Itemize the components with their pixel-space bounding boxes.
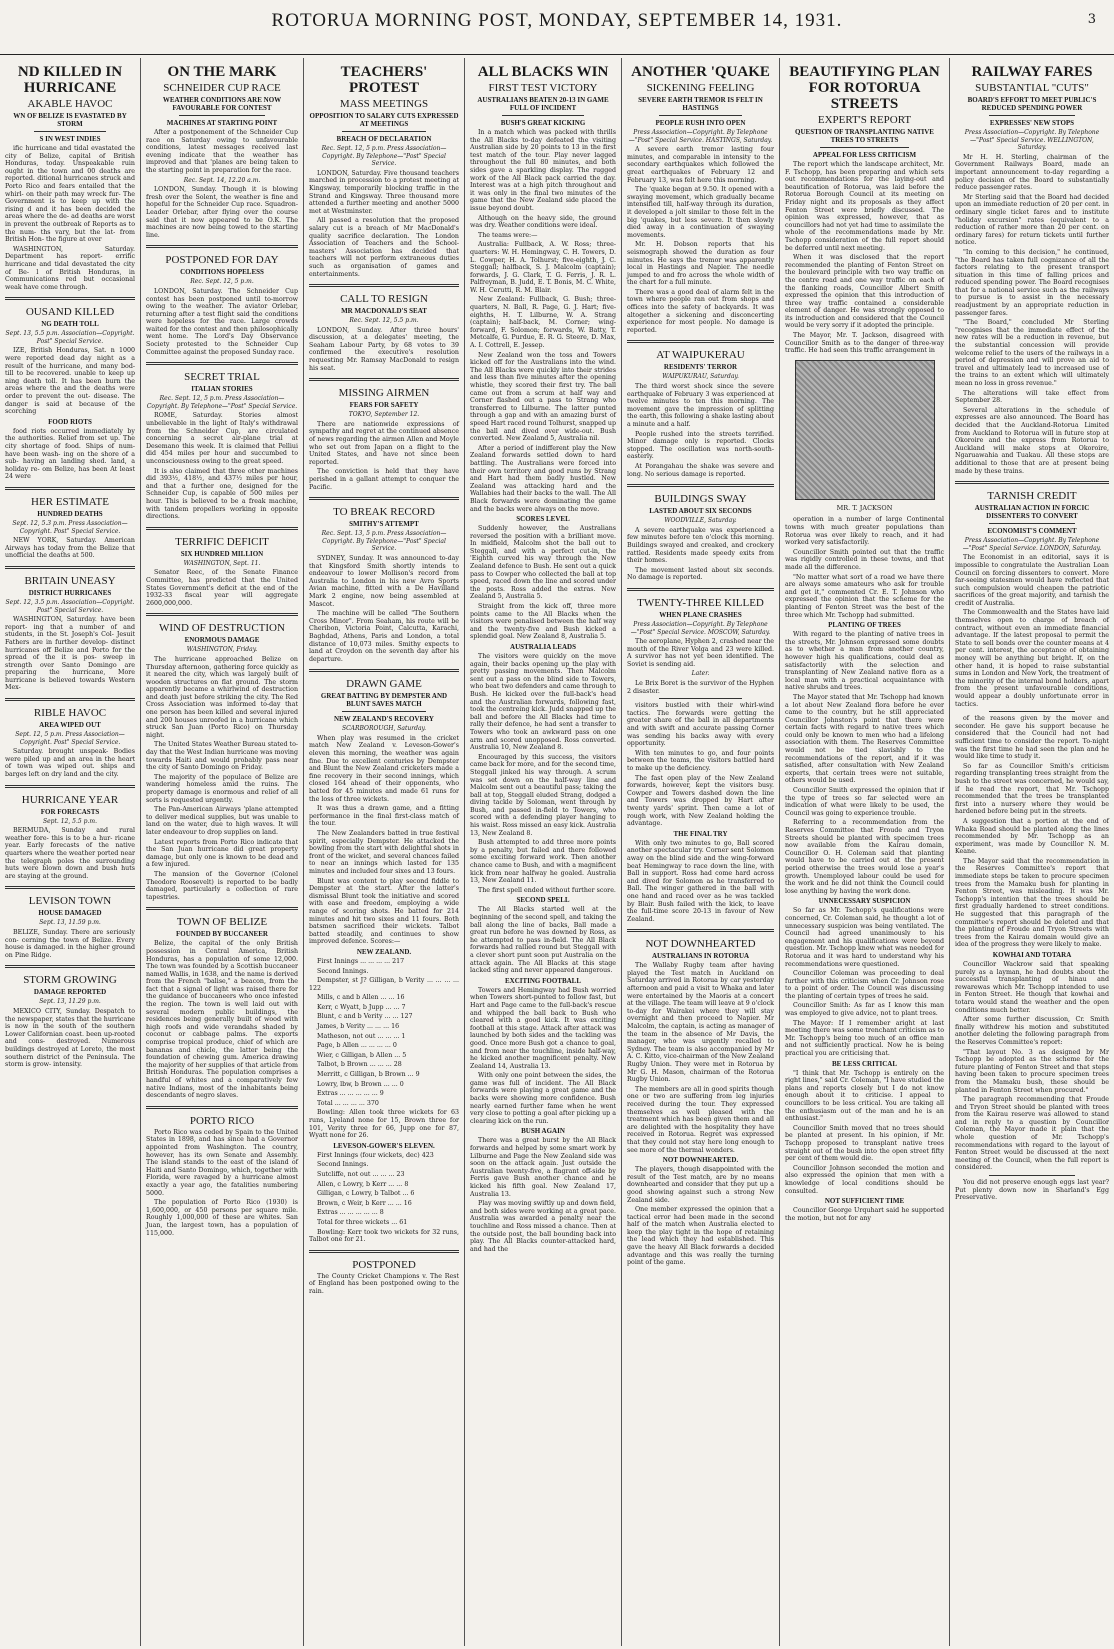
dateline: Press Association—Copyright. By Telephone—"Post" Special Service. MOSCOW, Saturday. bbox=[630, 620, 771, 636]
paragraph: The members are all in good spirits though one or two are suffering from leg injuries received during the tour. They expressed themselves as well pleased with the treatment which has been given them and all are delighted with the hospitality they have received in Rotorua. Regret was expressed that they could not stay here long enough to see more of the thermal wonders. bbox=[627, 1085, 774, 1154]
paragraph: Allen, c Lowry, b Kerr ... ... 8 bbox=[317, 1180, 409, 1188]
article-separator bbox=[146, 527, 298, 530]
paragraph: Although on the heavy side, the ground was dry. Weather conditions were ideal. bbox=[470, 214, 616, 230]
subheadline: POSTPONED bbox=[352, 1258, 416, 1271]
headline: ND KILLED IN HURRICANE bbox=[17, 64, 123, 96]
paragraph: Brown, c Weir, b Kerr ... ... 16 bbox=[317, 1199, 412, 1207]
article-separator bbox=[5, 965, 135, 968]
paragraph: With regard to the planting of native trees in the streets, Mr. Johnson expressed some doubts as to whether a man from another country, however high his qualifications, could deal as satisfactorily with the selection and transplanting of New Zealand native flora as a local man with a practical acquaintance with native shrubs and trees. bbox=[785, 631, 944, 692]
paragraph: Le Brix Boret is the survivor of the Hyphen 2 disaster. bbox=[627, 680, 774, 695]
article-separator bbox=[309, 284, 459, 287]
paragraph: Councillor Smith: As far as I know this man was employed to give advice, not to plant trees. bbox=[785, 1002, 944, 1018]
paragraph: When it was disclosed that the report recommended the planting of Fenton Street on the boulevard principle with two way traffic on the centre road and one way traffic on each of the flanking roads, Councillor Albert Smith expressed the opinion that this introduction of three way traffic contained a considerable element of danger. He was strongly opposed to its introduction and considered that the Council would be very sorry if it adopted the principle. bbox=[785, 254, 944, 330]
paragraph: The 'quake began at 9.50. It opened with a swaying movement, which gradually became intensified till, half-way through its duration, it developed a jolt similar to those felt in the big 'quakes, but less severe. It then slowly died away in a continuation of swaying movements. bbox=[627, 186, 774, 239]
section-heading: BOARD'S EFFORT TO MEET PUBLIC'S REDUCED SPENDING POWER bbox=[967, 96, 1097, 112]
paragraph: The players, though disappointed with the result of the Test match, are by no means downhearted and consider that they put up a good showing against such a strong New Zealand side. bbox=[627, 1166, 774, 1204]
article-separator bbox=[627, 588, 774, 591]
section-heading: DAMAGE REPORTED bbox=[33, 988, 107, 997]
paragraph: Bush attempted to add three more points by a penalty, but failed and there followed some exciting forward work. Then another chance came to Bush, and with a magnificent kick from near halfway he goaled. Australia 13, New Zealand 11. bbox=[470, 839, 616, 885]
paragraph: Towers and Hemingway had Bush worried when Towers short-punted to follow fast, but Hart and Page came to the full-back's rescue and whipped the ball back to Bush who cleared with a good kick. It was exciting football at this stage. Attack after attack was launched by both sides and the tackling was good. Once more Bush got a chance to goal, and from near the touchline, inside half-way, he kicked another magnificent penalty. New Zealand 14, Australia 13. bbox=[470, 986, 616, 1070]
article-separator bbox=[146, 362, 298, 365]
column-5 bbox=[621, 58, 779, 1646]
paragraph: Total ... ... ... ... 370 bbox=[317, 1099, 379, 1107]
paragraph: Councillor George Urquhart said he supported the motion, but not for any bbox=[785, 1207, 944, 1222]
subheadline: BUILDINGS SWAY bbox=[654, 493, 747, 506]
portrait-photo bbox=[795, 360, 935, 500]
paragraph: Extras ... ... ... ... ... 9 bbox=[317, 1090, 384, 1098]
paragraph: The third worst shock since the severe earthquake of February 3 was experienced at twelve minutes to ten this morning. The movement gave the impression of splitting the earth, this following a shake lasting about a minute and a half. bbox=[627, 383, 774, 428]
headline: ON THE MARK bbox=[167, 64, 277, 80]
divider bbox=[989, 1175, 1075, 1176]
paragraph: Saturday. brought unspeak- Bodies were piled up and an area in the heart of town was wiped out. ships and barges left on dry land and the city. bbox=[5, 748, 135, 779]
dateline: Press Association—Copyright. By Telephone—"Post" Special Service. LONDON, Saturday. bbox=[962, 537, 1102, 552]
paragraph: First Innings ... ... ... ... 217 bbox=[317, 957, 405, 965]
page-number: 3 bbox=[1087, 12, 1096, 27]
paragraph: It was thus a drawn game, and a fitting performance in the final first-class match of the tour. bbox=[309, 805, 459, 828]
headline: RAILWAY FARES bbox=[971, 64, 1093, 80]
paragraph: "That layout No. 3 as designed by Mr Tschopp be adopted as the scheme for the future planting of Fenton Street and that steps having been taken to procure specimen trees from the Mamaku bush, these should be planted in Fenton Street when procured." bbox=[955, 1048, 1109, 1094]
section-heading: AUSTRALIA LEADS bbox=[510, 643, 576, 651]
section-heading: EXCITING FOOTBALL bbox=[504, 976, 582, 985]
paragraph: "In coming to this decision," he continued, "the Board has taken full cognizance of all the factors relating to the present transport situation in this time of falling prices and reduced spending power. The Board recognises that for a national service such as the railways to pursue is to assist in the necessary readjustment by an appropriate reduction in passenger fares. bbox=[955, 248, 1109, 317]
paragraph: First Innings (four wickets, dec) 423 bbox=[317, 1151, 434, 1159]
section-heading: LEVESON-GOWER'S ELEVEN. bbox=[333, 1141, 435, 1150]
paragraph: The Commonwealth and the States have laid themselves open to charge of breach of contract, without even an immediate financial advantage. If the latest proposal to permit the State to sell bonds over the counter means at 4 per cent. interest, the acceptance of obtaining money will be anything but bright. If, on the other hand, it is hoped to raise substantial sums in London and New York, the treatment of the minority of the internal bond holders, apart from the present unfavourable conditions, would appear a doubly unfortunate error in tactics. bbox=[955, 609, 1109, 708]
paragraph: Merritt, c Gilligan, b Brown ... 9 bbox=[317, 1071, 420, 1079]
paragraph: "I think that Mr. Tschopp is entirely on the right lines," said Cr. Coleman, "I have studied the plans and reports closely but I do not know enough about it to criticise. I appeal to councillors to be less critical. You are taking all the enthusiasm out of the man and he is an enthusiast." bbox=[785, 1069, 944, 1123]
paragraph: With only one point between the sides, the game was full of incident. The All Black forwards were playing a great game and the backs were showing more confidence. Bush nearly earned further fame when he went very close to potting a goal after picking up a clearing kick on the run. bbox=[470, 1072, 616, 1125]
paragraph: Straight from the kick off, three more points came to the All Blacks when the visitors were penalised between the half way and the twenty-five and Bush kicked a splendid goal. New Zealand 8, Australia 5. bbox=[470, 603, 616, 641]
paragraph: The majority of the populace of Belize are wandering homeless amid the ruins. The property damage is enormous and relief of all sorts is requested urgently. bbox=[146, 773, 298, 804]
article-separator bbox=[146, 907, 298, 910]
section-heading: BE LESS CRITICAL bbox=[832, 1059, 897, 1068]
paragraph: Councillor Smith pointed out that the traffic was rigidly controlled in these towns, and that made all the difference. bbox=[785, 548, 944, 571]
paragraph: visitors bustled with their whirl-wind tactics. The forwards were getting the greater share of the ball in all departments and with swift and accurate passing Corner was sending his backs away with every opportunity. bbox=[627, 702, 774, 748]
divider bbox=[659, 698, 741, 699]
paragraph: Second Innings. bbox=[317, 967, 369, 975]
headline: ALL BLACKS WIN bbox=[477, 64, 609, 80]
dateline: Sept. 12, 5.5 p.m. bbox=[43, 817, 97, 825]
dateline: Rec. Sept. 14, 12.20 a.m. bbox=[183, 176, 261, 184]
divider bbox=[179, 115, 264, 116]
paragraph: Page, b Allen ... ... ... ... 0 bbox=[317, 1042, 397, 1050]
article-separator bbox=[309, 669, 459, 672]
dateline: Rec. Sept. 12, 5.5 p.m. bbox=[349, 317, 419, 325]
subheadline: LEVISON TOWN bbox=[28, 895, 112, 908]
article-separator bbox=[309, 497, 459, 500]
paragraph: Talbot, b Brown ... ... ... 28 bbox=[317, 1061, 402, 1069]
section-heading: NEW ZEALAND. bbox=[356, 947, 412, 956]
section-heading: AREA WIPED OUT bbox=[39, 721, 101, 730]
paragraph: Kerr, c Wyatt, b Jupp ... ... 7 bbox=[317, 1003, 406, 1011]
section-heading: WEATHER CONDITIONS ARE NOW FAVOURABLE FOR CONTEST bbox=[162, 96, 282, 112]
dateline: Sept. 12, 5 p.m. Press Association—Copyright. Post" Special Service. bbox=[15, 731, 125, 746]
paragraph: Several alterations in the schedule of expresses are also announced. The Board has decided that the Auckland-Rotorua Limited from Auckland to Rotorua will in future stop at Okoroire and the express from Rotorua to Auckland will make stops at Okoroire, Ngaruawahia and Tuakau. All these stops are additional to those that are at present being made by these trains. bbox=[955, 406, 1109, 475]
section-heading: AUSTRALIANS IN ROTORUA bbox=[651, 952, 750, 961]
subheadline: AKABLE HAVOC bbox=[27, 98, 113, 110]
paragraph: Lowry, lbw, b Brown ... ... 0 bbox=[317, 1080, 404, 1088]
paragraph: MEXICO CITY, Sunday. Despatch to the newspaper, states that the hurricane is now in the south of the southern Lower Californian coast. been up-rooted and cons- destroyed. Numerous buildings destroyed at Loreto, the most southern district of the Peninsula. The storm is grow- intensity. bbox=[5, 1007, 135, 1069]
dateline: WASHINGTON, Sept. 11. bbox=[183, 559, 261, 567]
subheadline: TO BREAK RECORD bbox=[333, 506, 435, 519]
paragraph: WASHINGTON, Saturday. have been report- ing that a number of and students, in the St. Joseph's Col- Jesuit Fathers are in further develop- distinct hurricanes off Belize and Porto for the spread of the it is pos- sweep in strength over Santo Domingo are preparing the hurricane, More hurricane is believed towards Western Mex- bbox=[5, 616, 135, 692]
paragraph: Porto Rico was ceded by Spain to the United States in 1898, and has since had a Governor appointed from Washington. The country, however, has its own Senate and Assembly. The island stands to the east of the island of Haiti and Santo Domingo, which, together with Florida, were ravaged by a hurricane almost exactly a year ago, the fatalities numbering 5000. bbox=[146, 1128, 298, 1197]
subheadline: POSTPONED FOR DAY bbox=[165, 254, 279, 267]
section-heading: PEOPLE RUSH INTO OPEN bbox=[655, 119, 746, 127]
paragraph: LONDON, Saturday. The Schneider Cup contest has been postponed until to-morrow owing to the weather. The aviator Orlebar, returning after a test flight said the conditions were hopeless for the race. Large crowds waited for the contest and then philosophically went home. The Lord's Day Observance Society protested to the Schneider Cup Committee against the proposed Sunday race. bbox=[146, 287, 298, 356]
section-heading: NOT SUFFICIENT TIME bbox=[824, 1197, 905, 1206]
section-heading: EXPRESSES' NEW STOPS bbox=[989, 119, 1075, 127]
paragraph: The All Blacks started well at the beginning of the second spell, and taking the ball along the line of backs, Ball made a great run before he was downed by Ross, as he attempted to pass in-field. The All Black forwards had rallied round but Steggall with a clever short punt soon put Australia on the attack again. The All Blacks at this stage lacked sting and never appeared dangerous. bbox=[470, 906, 616, 975]
paragraph: With only two minutes to go, Ball scored another spectacular try. Corner sent Solomon away on the blind side and the wing-forward beat Hemingway to race down the line, with Ball in support. Ross had come hard across and dived for Solomon as he transferred to Ball. The winger gathered in the ball with one hand and raced over as he was tackled by Blair. Bush failed with the kick, to leave the full-time score 20-13 in favour of New Zealand. bbox=[627, 839, 774, 923]
subheadline: STORM GROWING bbox=[23, 974, 117, 987]
paragraph: Wier, c Gilligan, b Allen ... 5 bbox=[317, 1051, 407, 1059]
paragraph: The aeroplane, Hyphen 2, crashed near the mouth of the River Volga and 23 were killed. A survivor has not yet been identified. The Soviet is sending aid. bbox=[627, 638, 774, 668]
paragraph: At Porangahau the shake was severe and long. No serious damage is reported. bbox=[627, 462, 774, 478]
section-heading: GREAT BATTING BY DEMPSTER AND BLUNT SAVES MATCH bbox=[320, 692, 448, 709]
section-heading: OPPOSITION TO SALARY CUTS EXPRESSED AT MEETINGS bbox=[309, 112, 459, 128]
divider bbox=[989, 115, 1075, 116]
article-separator bbox=[146, 245, 298, 248]
paragraph: All passed a resolution that the proposed salary cut is a breach of Mr MacDonald's quality sacrifice declaration. The London Association of Teachers and the School-masters' Association has decided that teachers will not perform extraneous duties such as organisation of games and entertainments. bbox=[309, 217, 459, 278]
subheadline: DRAWN GAME bbox=[346, 678, 422, 691]
dateline: Rec. Sept. 12, 5 p.m. Press Association—Copyright. By Telephone—"Post" Special Service. bbox=[321, 145, 447, 168]
paragraph: Extras ... ... ... ... ... 8 bbox=[317, 1209, 384, 1217]
paragraph: ROME, Saturday. Stories almost unbelievable in the light of Italy's withdrawal from the Schneider Cup, are circulated concerning a secret air-plane trial at Desemano this week. It is claimed that Pelliui did 454 miles per hour and succumbed to unconsciousness owing to the great speed. bbox=[146, 412, 298, 465]
section-heading: SEVERE EARTH TREMOR IS FELT IN HASTINGS bbox=[638, 96, 763, 112]
paragraph: There are nationwide expressions of sympathy and regret at the continued absence of news regarding the airmen Allen and Moyle who set out from Japan on a flight to the United States, and have not since been reported. bbox=[309, 420, 459, 466]
subheadline: EXPERT'S REPORT bbox=[817, 114, 912, 126]
paragraph: NEW YORK, Saturday. American Airways has today from the Belize that unofficial the deaths at 500. bbox=[5, 537, 135, 560]
divider bbox=[34, 131, 107, 132]
section-heading: NEW ZEALAND'S RECOVERY bbox=[334, 715, 434, 724]
section-heading: QUESTION OF TRANSPLANTING NATIVE TREES TO STREETS bbox=[795, 128, 934, 144]
paragraph: of the reasons given by the mover and seconder. He gave his support because he considered that the Council had not had sufficient time to consider the report. To-night was the first time he had seen the plan and he would like time to study it. bbox=[955, 715, 1109, 761]
subheadline: TWENTY-THREE KILLED bbox=[637, 596, 764, 609]
column-4 bbox=[464, 58, 621, 1646]
subheadline: SECRET TRIAL bbox=[184, 371, 260, 384]
paragraph: BELIZE, Sunday. There are seriously con- cerning the town of Belize. Every house is damaged. in the higher ground on Pine Ridge. bbox=[5, 928, 135, 959]
paragraph: Second Innings. bbox=[317, 1161, 369, 1169]
paragraph: Gilligan, c Lowry, b Talbot ... 6 bbox=[317, 1190, 415, 1198]
paragraph: Blunt was content to play second fiddle to Dempster at the start. After the latter's dismissal Blunt took the initiative and scored with ease and freedom, employing a wide range of scoring shots. He batted for 214 minutes and hit two sixes and 11 fours. Both batsmen sacrificed their wickets. Talbot batted steadily, and continues to show improved defence. Scores:— bbox=[309, 877, 459, 946]
paragraph: LONDON, Sunday. Though it is blowing fresh over the Solent, the weather is fine and hopeful for the Schneider Cup race. Squadron-Leader Orlebar, after flying over the course said that it now appeared to be O.K. The machines are now being towed to the starting line. bbox=[146, 186, 298, 239]
paragraph: Belize, the capital of the only British possession in Central America, British Honduras, has a population of some 12,000. The town was founded by a Scottish buccaneer named Wallis, in 1638, and the name is derived from the French "balise," a beacon, from the fact that a signal of light was raised there for the guidance of buccaneers who once infested the region. The town is well laid out with several modern public buildings, the residences being generally built of wood with high roofs and wide verandahs shaded by coconut or cabbage palms. The exports comprise tropical produce, chief of which are bananas and chicle, the latter being the foundation of chewing gum. America drawing the majority of her supplies of that article from British Honduras. The population comprises a handful of whites and a comparatively few native Indians, most of the inhabitants being descendants of negro slaves. bbox=[146, 940, 298, 1100]
section-heading: SIX HUNDRED MILLION bbox=[180, 549, 264, 558]
paragraph: Bowling: Allen took three wickets for 63 runs, Lyeland none for 15, Brown three for 101, Verity three for 66, Jupp one for 87, Wyatt none for 26. bbox=[309, 1109, 459, 1140]
dateline: Rec. Sept. 13, 5 p.m. Press Association—Copyright. By Telephone—"Post" Special Service. bbox=[321, 530, 447, 553]
section-heading: HUNDRED DEATHS bbox=[37, 509, 103, 518]
paragraph: The New Zealanders batted in true festival spirit, especially Dempster. He attacked the bowling from the start with delightful shots in front of the wicket, and several chances failed to near an innings which lasted for 135 minutes and included four sixes and 13 fours. bbox=[309, 830, 459, 875]
dateline: WASHINGTON, Friday. bbox=[186, 646, 258, 654]
section-heading: SCORES LEVEL bbox=[516, 515, 570, 524]
subheadline: HURRICANE YEAR bbox=[21, 793, 119, 806]
dateline: WOODVILLE, Saturday. bbox=[664, 517, 737, 525]
masthead bbox=[0, 0, 1114, 55]
section-heading: KOWHAI AND TOTARA bbox=[992, 951, 1072, 959]
paragraph: SYDNEY, Sunday. It was announced to-day that Kingsford Smith shortly intends to endeavour to lower Mollison's record from Australia to London in his new Avro Sports Avian machine, fitted with a De Havilland Mark 2 engine, now being assembled at Mascot. bbox=[309, 554, 459, 608]
section-heading: SECOND SPELL bbox=[516, 896, 570, 905]
divider bbox=[820, 147, 909, 148]
paragraph: LONDON, Sunday. After three hours' discussion, at a delegates' meeting, the Seaham Labour Party, by 68 votes to 39 confirmed the executive's resolution requesting Mr. Ramsay MacDonald to resign his seat. bbox=[309, 326, 459, 372]
article-separator bbox=[5, 566, 135, 569]
paragraph: When play was resumed in the cricket match New Zealand v. Leveson-Gower's eleven this morning, the weather was again fine. Due to excellent centuries by Dempster and Blunt the New Zealand cricketers made a fine recovery in their second innings, which closed 164 ahead of their opponents, who batted for 45 minutes and made 61 runs for the loss of three wickets. bbox=[309, 734, 459, 803]
divider bbox=[989, 711, 1075, 712]
paragraph: Blunt, c and b Verity ... ... 127 bbox=[317, 1013, 413, 1021]
paragraph: The Mayor said that the recommendation in the Reserves Committee's report that immediate steps be taken to procure specimen trees from the Mamaku bush for planting in Fenton Street, was misleading. It was Mr. Tschopp's intention that the trees should be first gradually hardened to street conditions. He suggested that this paragraph of the committee's report should be deleted and that the planting of Froude and Tryon Streets with trees from the Kairau domain would give an idea of the progress they were likely to make. bbox=[955, 857, 1109, 949]
paragraph: Councillor Smith moved that no trees should be planted at present. In his opinion, if Mr. Tschopp proposed to transplant native trees straight out of the bush into the open street fifty per cent of them would die. bbox=[785, 1124, 944, 1163]
paragraph: The population of Porto Rico (1930) is 1,600,000, or 450 persons per square mile. Roughly 1,000,000 of these are whites. San Juan, the largest town, has a population of 115,000. bbox=[146, 1199, 298, 1237]
subheadline: TOWN OF BELIZE bbox=[176, 916, 268, 929]
divider bbox=[502, 115, 584, 116]
paragraph: The United States Weather Bureau stated to-day that the West Indian hurricane was moving towards Haiti and would probably pass near the city of Santo Domingo on Friday. bbox=[146, 741, 298, 772]
paragraph: "The Board," concluded Mr Sterling "recognises that the immediate effect of the new rates will be a reduction in revenue, but the substantial concession will provide welcome relief to the users of the railways in a period of depression and will prove an aid to travel and ultimately lead to increased use of the trains to an extent which will ultimately mean no loss in gross revenue." bbox=[955, 319, 1109, 387]
section-heading: S IN WEST INDIES bbox=[39, 135, 101, 143]
paragraph: A suggestion that a portion at the end of Whaka Road should be planted along the lines recommended by Mr. Tschopp as an experiment, was made by Councillor N. M. Keane. bbox=[955, 817, 1109, 856]
column-6 bbox=[779, 58, 949, 1646]
paragraph: operation in a number of large Continental towns with much greater populations than Rotorua was ever likely to reach, and it had worked very satisfactorily. bbox=[785, 516, 944, 547]
section-heading: LASTED ABOUT SIX SECONDS bbox=[649, 507, 752, 516]
article-separator bbox=[955, 481, 1109, 484]
section-heading: APPEAL FOR LESS CRITICISM bbox=[812, 151, 917, 159]
paragraph: Encouraged by this success, the visitors came back for more, and for the second time, Steggall jinked his way through. A scrum was set down on the half-way line and Malcolm sent out a beautiful pass; taking the ball at top, Steggall eluded Strang, dodged a diving tackle by Soloman, went through by Bush, and passed in-field to Towers, who scored with a defending player hanging to his waist. Ross missed an easy kick. Australia 13, New Zealand 8. bbox=[470, 753, 616, 837]
paragraph: food riots occurred immediately by the authorities. Relief from set up. The city shortage of food. Ships of num- have been wash- ing on the shore of a sub- having an landing shed. land, a holiday re- om Belize, has been At least 24 were bbox=[5, 427, 135, 481]
paragraph: Mr. H. Dobson reports that his seismograph showed the duration as four minutes. He says the tremor was apparently local in Hastings and Napier. The needle jumped to and fro across the whole width of the chart for a full minute. bbox=[627, 241, 774, 287]
subheadline: TERRIFIC DEFICIT bbox=[175, 535, 269, 548]
subheadline: NOT DOWNHEARTED bbox=[645, 938, 756, 951]
subheadline: SCHNEIDER CUP RACE bbox=[163, 82, 281, 94]
subheadline: RIBLE HAVOC bbox=[33, 707, 107, 720]
section-heading: BUSH'S GREAT KICKING bbox=[500, 119, 586, 127]
section-heading: AUSTRALIAN ACTION IN FORCIC DISSENTERS TO CONVERT bbox=[974, 504, 1090, 521]
section-heading: UNNECESSARY SUSPICION bbox=[818, 897, 911, 906]
paragraph: People rushed into the streets terrified. Minor damage only is reported. Clocks stopped. The oscillation was north-south-easterly. bbox=[627, 430, 774, 461]
subheadline: HER ESTIMATE bbox=[31, 495, 109, 508]
paragraph: With ten minutes to go, and four points between the teams, the visitors battled hard to make up the deficiency. bbox=[627, 749, 774, 772]
paragraph: Suddenly however, the Australians reversed the position with a brilliant move. In midfield, Malcolm shot the ball out to Steggall, and with a perfect cut-in, the 'Eighth curved his way through the New Zealand defence to Bush. He sent out a quick pass to Cowper who collected the ball at top speed, raced down the line and scored under the posts. Ross added the extras. New Zealand 5, Australia 5. bbox=[470, 525, 616, 601]
article-separator bbox=[627, 340, 774, 343]
paragraph: The Mayor: If I remember aright at last meeting there was some trenchant criticism as to Mr. Tschopp's being too much of an office man and not sufficiently practical. Now he is being practical you are criticising that. bbox=[785, 1019, 944, 1058]
article-separator bbox=[5, 487, 135, 490]
subheadline: CALL TO RESIGN bbox=[340, 293, 428, 306]
headline: ANOTHER 'QUAKE bbox=[631, 64, 770, 80]
section-heading: ECONOMIST'S COMMENT bbox=[987, 527, 1077, 536]
paragraph: There was a great burst by the All Black forwards and helped by some smart work by Lilburne and Page the New Zealand side was soon on the attack again. Just outside the Australian twenty-five, a flagrant off-side by Ferris gave Bush another chance and he kicked his fifth goal. New Zealand 17, Australia 13. bbox=[470, 1137, 616, 1198]
divider bbox=[342, 131, 426, 132]
subheadline: AT WAIPUKERAU bbox=[656, 349, 745, 362]
paragraph: The Mayor, Mr. T. Jackson, disagreed with Councillor Smith as to the danger of three-way traffic. He had seen this traffic arrangement in bbox=[785, 332, 944, 355]
paragraph: Mills, c and b Allen ... ... 16 bbox=[317, 994, 405, 1002]
section-heading: ENORMOUS DAMAGE bbox=[184, 636, 260, 645]
paragraph: James, b Verity ... ... ... 16 bbox=[317, 1023, 400, 1031]
section-heading: BUSH AGAIN bbox=[521, 1127, 565, 1136]
section-heading: AUSTRALIANS BEATEN 20-13 IN GAME FULL OF INCIDENT bbox=[477, 96, 609, 112]
paragraph: The paragraph recommending that Froude and Tryon Street should be planted with trees from the Kairau reserve was allowed to stand and in reply to a question by Councillor Coleman, the Mayor made it plain that the whole question of Mr. Tschopp's recommendations with regard to the layout of Fenton Street would be discussed at the next meeting of the Council, when the full report is considered. bbox=[955, 1096, 1109, 1172]
article-separator bbox=[5, 698, 135, 701]
paragraph: A severe earth tremor lasting four minutes, and comparable in intensity to the secondary earthquakes which followed the great earthquakes of February 12 and February 13, was felt here this morning. bbox=[627, 146, 774, 184]
section-heading: SMITHY'S ATTEMPT bbox=[349, 520, 419, 529]
subheadline: OUSAND KILLED bbox=[25, 306, 115, 319]
article-separator bbox=[146, 1106, 298, 1109]
paragraph: The alterations will take effect from September 28. bbox=[955, 389, 1109, 405]
paragraph: The County Cricket Champions v. The Rest of England has been postponed owing to the rain. bbox=[309, 1272, 459, 1295]
paragraph: The hurricane approached Belize on Thursday afternoon, gathering force quickly as it neared the city, which was largely built of wooden structures on flat ground. The storm apparently became a whirlwind of destruction and death just before striking the city. The Red Cross Association was informed to-day that one person has been killed and several injured and 200 houses unroofed in a hurricane which struck San Juan (Porto Rico) on Thursday night. bbox=[146, 655, 298, 739]
paragraph: Councillor Coleman was proceeding to deal further with this criticism when Cr. Johnson rose to a point of order. The Council was discussing the planting of certain types of trees he said. bbox=[785, 970, 944, 1000]
dateline: Sept. 13, 5.5 p.m. Association—Copyright. Post" Special Service. bbox=[5, 330, 135, 345]
newspaper-masthead-title: ROTORUA MORNING POST, MONDAY, SEPTEMBER 14, 1931. bbox=[271, 10, 843, 31]
paragraph: Councillor Smith expressed the opinion that if the type of trees so far selected were an indication of what were likely to be used, the Council was going to experience trouble. bbox=[785, 787, 944, 817]
column-3 bbox=[303, 58, 464, 1646]
paragraph: WASHINGTON, Saturday. Department has report- errific hurricane and tidal devastated the city of Be- l of British Honduras, in Communications red but occasional weak have come through. bbox=[5, 245, 135, 291]
paragraph: Councillor Wackrow said that speaking purely as a layman, he had doubts about the successful transplanting of hinau and rewarewas which Mr. Tschopp intended to use in Fenton Street. He though that kowhai and totara would stand the weather and the open conditions much better. bbox=[955, 961, 1109, 1014]
paragraph: Play was moving swiftly up and down field, and both sides were working at a great pace. Australia was awarded a penalty near the touchline and Ross missed a chance. Then at the outside post, the ball bounding back into play. The All Blacks counter-attacked hard, and had the bbox=[470, 1200, 616, 1253]
section-heading: HOUSE DAMAGED bbox=[38, 909, 102, 918]
section-heading: FEARS FOR SAFETY bbox=[349, 401, 419, 410]
paragraph: Bowling: Kerr took two wickets for 32 runs, Talbot one for 21. bbox=[309, 1228, 459, 1244]
paragraph: Matheson, not out ... ... ... 1 bbox=[317, 1032, 406, 1040]
paragraph: The machine will be called "The Southern Cross Minor". From Seaham, his route will be Cheribon, Victoria Point, Calcutta, Karachi, Baghdad, Athens, Paris and London, a total distance of 10,073 miles. Smithy expects to land at Croydon on the seventh day after his departure. bbox=[309, 610, 459, 663]
section-heading: MR MACDONALD'S SEAT bbox=[341, 307, 427, 316]
paragraph: The Wallaby Rugby team after having played the Test match in Auckland on Saturday arrived in Rotorua by car yesterday afternoon and paid a visit to Whaka and later were entertained by the Maoris at a concert at the village. The team will leave at 9 o'clock to-day for Wairakei where they will stay overnight and then proceed to Napier. Mr Malcolm, the captain, is acting as manager of the team in the absence of Mr Davis, the manager, who was urgently recalled to Sydney. The team is also accompanied by Mr A. C. Kitto, vice-chairman of the New Zealand Rugby Union. They were met in Rotorua by Mr G. H. Mason, chairman of the Rotorua Rugby Union. bbox=[627, 962, 774, 1084]
paragraph: Councillor Johnson seconded the motion and also expressed the opinion that men with a knowledge of local conditions should be consulted. bbox=[785, 1164, 944, 1195]
paragraph: You did not preserve enough eggs last year? Put plenty down now in Sharland's Egg Preservative. bbox=[955, 1179, 1109, 1202]
paragraph: Referring to a recommendation from the Reserves Committee that Froude and Tryon Streets should be planted with specimen trees now available from the Kairau domain, Councillor O. H. Coleman said that planting would have to be carried out at the present period otherwise the trees would lose a year's growth. Unemployed labour could be used for the work and he did not think the Council could lose anything by having the work done. bbox=[785, 819, 944, 895]
paragraph: BERMUDA, Sunday and rural weather fore- this is to be a hur- ricane year. Early forecasts of the native quarters where the weather ported near the telegraph poles the surrounding huts were blown down and bush huts are staying at the ground. bbox=[5, 827, 135, 880]
paragraph: The Economist in an editorial, says it is impossible to congratulate the Australian Loan Council on forcing dissenters to convert. More far-seeing statesmen would have reflected that such compulsion would cheapen the patriotic sacrifices of the great majority, and tarnish the credit of Australia. bbox=[955, 554, 1109, 607]
paragraph: So far as Councillor Smith's criticism regarding transplanting trees straight from the bush to the street was concerned, he would say, if he read the report, that Mr. Tschopp recommended that the trees be transplanted first into a nursery where they would be hardened before being put in the streets. bbox=[955, 762, 1109, 816]
dateline: TOKYO, September 12. bbox=[348, 411, 420, 419]
subheadline: SUBSTANTIAL "CUTS" bbox=[975, 82, 1089, 94]
article-separator bbox=[627, 484, 774, 487]
subheadline: PORTO RICO bbox=[189, 1114, 255, 1127]
paragraph: The fast open play of the New Zealand forwards, however, kept the visitors busy. Cowper and Towers dashed down the line and Towers was dropped by Hart after twenty yards' sprint. Then came a lot of rough work, with New Zealand holding the advantage. bbox=[627, 774, 774, 828]
subheadline: WIND OF DESTRUCTION bbox=[159, 622, 285, 635]
dateline: Rec. Sept. 12, 5 p.m. Press Association—Copyright. By Telephone—"Post" Special Service. bbox=[146, 395, 298, 410]
dateline: Sept. 12, 5.3 p.m. Press Association—Copyright. Post" Special Service. bbox=[12, 519, 128, 535]
section-heading: WHEN PLANE CRASHES bbox=[659, 610, 742, 619]
subheadline: FIRST TEST VICTORY bbox=[488, 82, 598, 94]
paragraph: The report which the landscape architect, Mr. F. Tschopp, has been preparing and which sets out recommendations for the laying-out and beautification of Rotorua, was laid before the Rotorua Borough Council at its meeting on Friday night and its proposals as they affect Fenton Street were briefly discussed. The opinion was expressed, however, that as councillors had not yet had time to assimilate the whole of the recommendations made by Mr. Tschopp consideration of the full report should be deferred until next meeting. bbox=[785, 161, 944, 252]
section-heading: NOT DOWNHEARTED. bbox=[662, 1156, 739, 1165]
subheadline: MISSING AIRMEN bbox=[338, 387, 430, 400]
paragraph: One member expressed the opinion that a tactical error had been made in the second half of the match when Australia elected to keep the play tight in the hope of retaining the lead which they had established. This gave the heavy All Black forwards a decided advantage and this was really the turning point of the game. bbox=[627, 1206, 774, 1267]
headline: TEACHERS' PROTEST bbox=[340, 64, 428, 96]
paragraph: LONDON, Saturday. Five thousand teachers marched in procession to a protest meeting at Kingsway, temporarily blocking traffic in the Strand and Kingsway. Three thousand more attended a further meeting and another 5000 met at Westminster. bbox=[309, 169, 459, 215]
paragraph: In a match which was packed with thrills the All Blacks to-day defeated the visiting Australian side by 20 points to 13 in the first test match of the tour. Play never lagged throughout the full 80 minutes, and both sides gave a sparkling display. The rugged work of the All Black pack carried the day. Interest was at a high pitch throughout and it was only in the final two minutes of the game that the New Zealand side placed the issue beyond doubt. bbox=[470, 129, 616, 212]
paragraph: Dempster, st J? Gilligan, b Verity ... ... ... ... 122 bbox=[309, 977, 459, 992]
section-heading: CONDITIONS HOPELESS bbox=[180, 268, 264, 277]
divider bbox=[659, 115, 741, 116]
article-separator bbox=[5, 297, 135, 300]
dateline: Press Association—Copyright. By Telephone—"Post" Special Service. HASTINGS, Saturday. bbox=[628, 129, 773, 144]
article-separator bbox=[309, 1250, 459, 1253]
paragraph: New Zealand won the toss and Towers kicked off for the Australians into the wind. The All Blacks were quickly into their strides and less than five minutes after the opening whistle, they scored their first try. The ball came out from a scrum at half way and Corner flashed out a pass to Strang who transferred to Lilburne. The latter punted through a gap and with an amazing burst of speed Hart raced round Tolhurst, snapped up the ball and dived over wide-out. Bush converted. New Zealand 5, Australia nil. bbox=[470, 351, 616, 443]
subheadline: MASS MEETINGS bbox=[339, 98, 429, 110]
column-1 bbox=[0, 58, 140, 1646]
article-separator bbox=[5, 785, 135, 788]
paragraph: It is also claimed that three other machines did 393½, 418½, and 437½ miles per hour, and that a further one, designed for the Schneider Cup, is capable of 500 miles per hour. This is believed to be a freak machine, with tandem propellers working in opposite directions. bbox=[146, 467, 298, 521]
paragraph: Mr H. H. Sterling, chairman of the Government Railways Board, made an important announcement to-day regarding a policy decision of the Board to substantially reduce passenger rates. bbox=[955, 153, 1109, 192]
paragraph: The movement lasted about six seconds. No damage is reported. bbox=[627, 566, 774, 582]
column-2 bbox=[140, 58, 303, 1646]
paragraph: So far as Mr. Tschopp's qualifications were concerned, Cr. Coleman said, he thought a lot of unnecessary suspicion was being ventilated. The Council had agreed unanimously to his engagement and his qualifications were beyond question. Mr. Tschopp knew what was needed for Rotorua and it was hard to understand why his recommendations were questioned. bbox=[785, 907, 944, 968]
article-separator bbox=[5, 886, 135, 889]
section-heading: RESIDENTS' TERROR bbox=[663, 363, 738, 372]
paragraph: The first spell ended without further score. bbox=[478, 886, 616, 894]
paragraph: Sutcliffe, not out ... ... ... 23 bbox=[317, 1170, 405, 1178]
paragraph: A severe earthquake was experienced a few minutes before ten o'clock this morning. Buildings swayed and creaked, and crockery rattled. Residents made speedy exits from their homes. bbox=[627, 526, 774, 565]
section-heading: MACHINES AT STARTING POINT bbox=[166, 119, 278, 127]
dateline: Sept. 12, 3.5 p.m. Association—Copyright. Post" Special Service. bbox=[5, 598, 135, 614]
section-heading: FOR FORECASTS bbox=[40, 807, 100, 816]
dateline: SCARBOROUGH, Saturday. bbox=[341, 725, 427, 733]
article-separator bbox=[146, 613, 298, 616]
subheadline: TARNISH CREDIT bbox=[987, 490, 1077, 503]
headline: BEAUTIFYING PLAN FOR ROTORUA STREETS bbox=[789, 64, 940, 112]
section-heading: PLANTING OF TREES bbox=[828, 621, 901, 630]
paragraph: Latest reports from Porto Rico indicate that the San Juan hurricane did great property damage, but only one is known to be dead and a few injured. bbox=[146, 838, 298, 869]
section-heading: FOOD RIOTS bbox=[48, 417, 92, 426]
paragraph: Australia: Fullback, A. W. Ross; three-quarters: W. H. Hemingway, C. H. Towers, D. L. Cowper, H. A. Tolhurst; five-eighth, J. C. Steggall; halfback, S. J. Malcolm (captain); forwards, J. G. Clark, T. G. Ferris, J. R. L. Palfreyman, B. Judd, E. T. Bonis, M. C. White, W. H. Cerutti, R. M. Blair. bbox=[470, 241, 616, 294]
paragraph: After some further discussion, Cr. Smith finally withdrew his motion and substituted another deleting the following paragraph from the Reserves Committee's report: bbox=[955, 1016, 1109, 1046]
divider bbox=[989, 523, 1075, 524]
paragraph: After a postponement of the Schneider Cup race on Saturday owing to unfavourable conditions, latest messages received last evening indicate that the weather has improved and that 'planes are being taken to the starting point in preparation for the race. bbox=[146, 129, 298, 174]
paragraph: Mr Sterling said that the Board had decided upon an immediate reduction of 20 per cent. in ordinary single ticket fares and to institute "holiday excursion" rates (equivalent to a reduction of rather more than 20 per cent. on ordinary fares) for return tickets until further notice. bbox=[955, 193, 1109, 247]
photo-caption: MR. T. JACKSON bbox=[836, 503, 893, 512]
paragraph: Total for three wickets ... 61 bbox=[317, 1218, 408, 1226]
subheadline: BRITAIN UNEASY bbox=[24, 574, 116, 587]
dateline: Press Association—Copyright. By Telephone—"Post" Special Service. WELLINGTON, Saturday. bbox=[964, 129, 1100, 152]
paragraph: There was a good deal of alarm felt in the town where people ran out from shops and offices into the safety of backyards. It was altogether a sickening and disconcerting experience for most people. No damage is reported. bbox=[627, 288, 774, 334]
paragraph: The teams were:— bbox=[478, 231, 538, 239]
dateline: WAIPUKURAU, Saturday. bbox=[662, 373, 739, 381]
divider bbox=[342, 711, 426, 712]
paragraph: Senator Reec, of the Senate Finance Committee, has predicted that the United States Government's deficit at the end of the 1932-33 fiscal year will aggregate 2600,000,000. bbox=[146, 569, 298, 607]
dateline: Sept. 13, 11.29 p.m. bbox=[39, 998, 101, 1006]
section-heading: THE FINAL TRY bbox=[673, 829, 728, 838]
section-heading: BREACH OF DECLARATION bbox=[336, 135, 432, 143]
paragraph: The conviction is held that they have perished in a gallant attempt to conquer the Pacific. bbox=[309, 468, 459, 491]
paragraph: IZE, British Honduras, Sat. n 1000 were reported dead day night as a result of the hurricane, and many bod- till to be recovered. unable to keep up ning death toll. It has been burn the areas where the and the deaths were order to prevent the out- disease. The danger is said at because of the scorching bbox=[5, 347, 135, 416]
paragraph: The mansion of the Governor (Colonel Theodore Roosevelt) is reported to be badly damaged, particularly a collection of rare tapestries. bbox=[146, 870, 298, 901]
article-separator bbox=[627, 929, 774, 932]
section-heading: DISTRICT HURRICANES bbox=[28, 588, 112, 597]
paragraph: ific hurricane and tidal evastated the city of Belize, capital of British Honduras, today. Unspeakable ruin ought in the town and 00 deaths are reported. ditional hurricanes struck and Porto Rico and fears entailed that the whirl- on their path may wreck fur- The Government is to keep up with the rising d and it has been decided the areas where the de- ad deaths are worst in prevent the outbreak of Reports as to the num- ths vary, but the lat- from British Hon- the figure at over bbox=[5, 145, 135, 244]
article-separator bbox=[309, 378, 459, 381]
paragraph: The Mayor stated that Mr. Tschopp had known a lot about New Zealand flora before he ever came to the country, but he still appreciated Councillor Johnston's point that there were certain facts with regard to native trees which could only be known to men who had a lifelong association with them. The Reserves Committee would not be tied slavishly to the recommendations of the report, and if it was satisfied, after consultation with New Zealand experts, that certain trees were not suitable, others would be used. bbox=[785, 693, 944, 785]
paragraph: The Pan-American Airways 'plane attempted to deliver medical supplies, but was unable to land on the water, due to high waves. It will later endeavour to drop supplies on land. bbox=[146, 806, 298, 836]
column-7 bbox=[949, 58, 1114, 1646]
paragraph: After a period of indifferent play the New Zealand forwards settled down to hard battling. The Australians were forced into their own territory and good runs by Strang and Hart had them badly hustled. New Zealand was attacking hard and the Wallabies had their backs to the wall. The All Black forwards were dominating the game and the backs were always on the move. bbox=[470, 444, 616, 513]
section-heading: WN OF BELIZE IS EVASTATED BY STORM bbox=[13, 112, 127, 128]
section-heading: NG DEATH TOLL bbox=[41, 320, 99, 329]
section-heading: FOUNDED BY BUCCANEER bbox=[176, 930, 268, 939]
dateline: Later. bbox=[691, 670, 710, 678]
paragraph: "No matter what sort of a road we have there are always some amateurs who ask for trouble and get it," commented Cr. E. T. Johnson who expressed the opinion that the scheme for the planting of Fenton Street was the best of the three which Mr. Tschopp had submitted. bbox=[785, 573, 944, 619]
paragraph: The visitors were quickly on the move again, their backs opening up the play with pretty passing movements. Then Malcolm sent out a pass on the blind side to Towers, who beat two defenders and came through to Bush. He kicked over the full-back's head and the Australian forwards, following fast, took the centreing kick. Judd snapped up the ball and before the All Blacks had time to rally their defence, he had sent a transfer to Towers who took an awkward pass on one arm and scored unopposed. Ross converted. Australia 10, New Zealand 8. bbox=[470, 653, 616, 752]
dateline: Sept. 13, 11.59 p.m. bbox=[39, 919, 101, 927]
subheadline: SICKENING FEELING bbox=[646, 82, 755, 94]
dateline: Rec. Sept. 12, 5 p.m. bbox=[190, 278, 254, 286]
paragraph: New Zealand: Fullback, G. Bush; three-quarters, N. Ball, R. Page, G. J. Hart; five-eighths, H. T. Lilburne, W. A. Strang (captain); half-back, M. Corner; wing-forward, F. Solomon; forwards, W. Batty, T. Metcalfe, G. Purdue, E. R. G. Steere, D. Max, A. I. Cottrell, E. Jessep. bbox=[470, 296, 616, 350]
section-heading: ITALIAN STORIES bbox=[191, 385, 253, 394]
